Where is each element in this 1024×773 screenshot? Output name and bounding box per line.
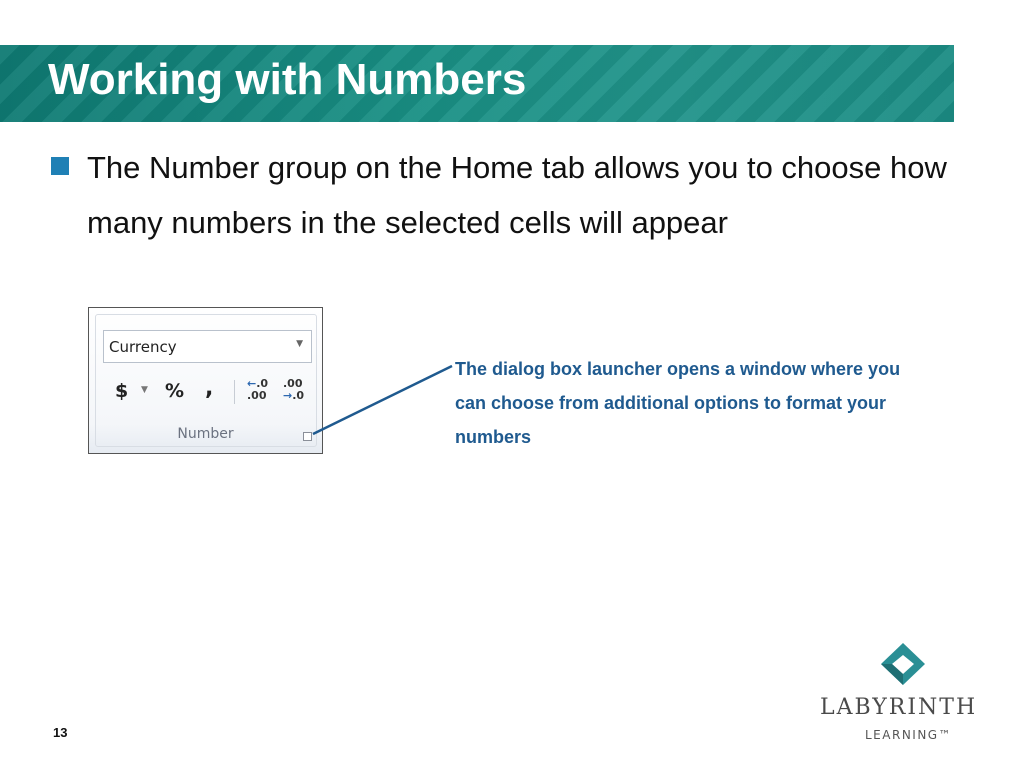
decrease-decimal-bottom: .0 [292, 389, 305, 402]
accounting-dropdown-icon[interactable]: ▼ [141, 385, 148, 395]
logo-wordmark: LABYRINTH [820, 695, 978, 720]
increase-decimal-top: .0 [256, 377, 269, 390]
decrease-decimal-top: .00 [283, 377, 303, 390]
callout-text: The dialog box launcher opens a window where you can choose from additional options to format your numbers [455, 359, 901, 447]
right-arrow-icon: → [283, 389, 293, 402]
number-format-value: Currency [109, 338, 177, 356]
increase-decimal-bottom: .00 [247, 389, 267, 402]
group-label: Number [177, 426, 234, 442]
labyrinth-logo [815, 638, 1000, 748]
slide-title: Working with Numbers [48, 55, 527, 104]
diamond-icon [815, 638, 1000, 698]
logo-subtitle: LEARNING™ [865, 728, 953, 742]
bullet-text: The Number group on the Home tab allows you to choose how many numbers in the selected cells will appear [87, 150, 947, 240]
comma-style-button[interactable]: , [205, 376, 214, 401]
percent-style-button[interactable]: % [165, 380, 185, 402]
page-number: 13 [53, 725, 68, 740]
left-arrow-icon: ← [247, 377, 257, 390]
accounting-format-button[interactable]: $ [115, 380, 129, 402]
dropdown-arrow-icon[interactable]: ▼ [296, 339, 303, 349]
